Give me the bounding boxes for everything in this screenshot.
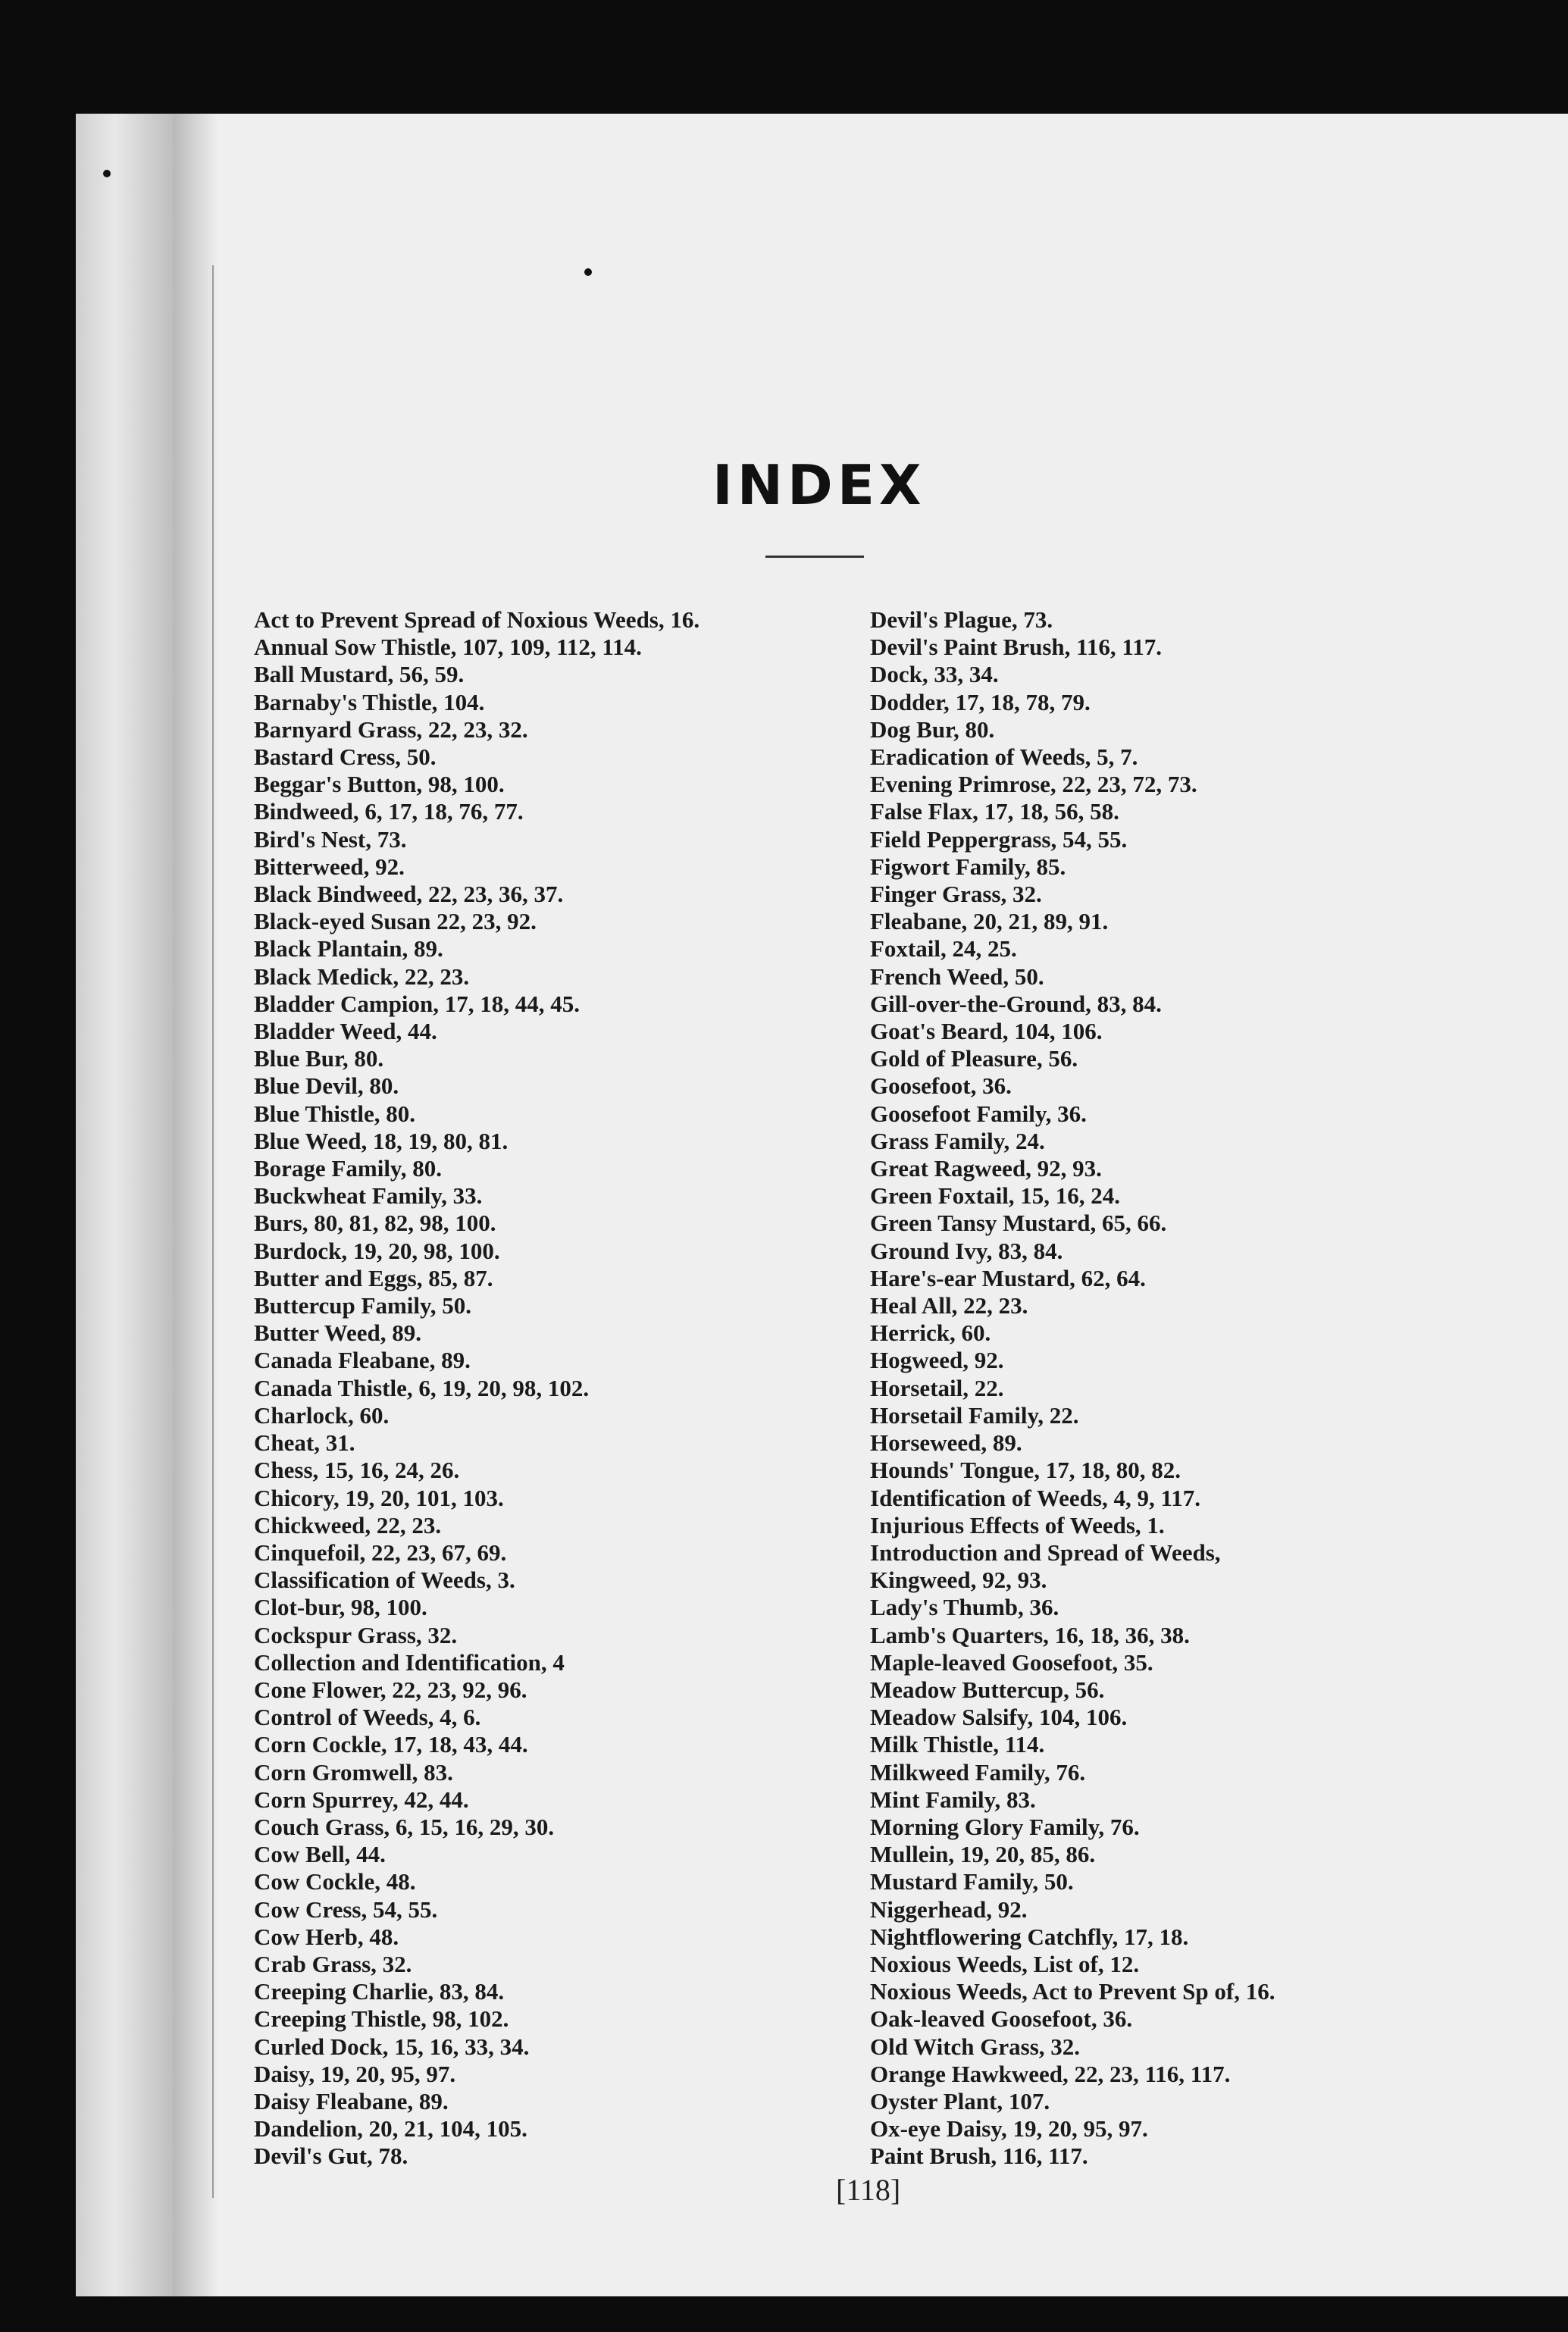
index-entry: Blue Thistle, 80. <box>254 1100 416 1127</box>
index-entry: Cow Cress, 54, 55. <box>254 1895 438 1923</box>
index-entry: Control of Weeds, 4, 6. <box>254 1704 481 1731</box>
index-column-right <box>870 606 1401 2171</box>
index-entry: Beggar's Button, 98, 100. <box>254 771 505 798</box>
index-entry: Charlock, 60. <box>254 1401 390 1429</box>
index-entry: Morning Glory Family, 76. <box>870 1813 1140 1840</box>
index-entry: Green Tansy Mustard, 65, 66. <box>870 1210 1167 1237</box>
index-entry: Ground Ivy, 83, 84. <box>870 1237 1063 1264</box>
index-entry: Annual Sow Thistle, 107, 109, 112, 114. <box>254 634 642 661</box>
index-entry: Ox-eye Daisy, 19, 20, 95, 97. <box>870 2115 1148 2143</box>
index-entry: Canada Thistle, 6, 19, 20, 98, 102. <box>254 1374 590 1401</box>
index-entry: Butter Weed, 89. <box>254 1319 422 1347</box>
index-entry: Mullein, 19, 20, 85, 86. <box>870 1841 1096 1868</box>
index-entry: Horsetail Family, 22. <box>870 1401 1079 1429</box>
index-entry: Heal All, 22, 23. <box>870 1292 1028 1319</box>
index-entry: Goosefoot Family, 36. <box>870 1100 1087 1127</box>
index-entry: Collection and Identification, 4 <box>254 1648 565 1676</box>
index-entry: Milk Thistle, 114. <box>870 1731 1045 1758</box>
index-entry: Cow Herb, 48. <box>254 1923 399 1950</box>
index-entry: Herrick, 60. <box>870 1319 991 1347</box>
index-entry: Kingweed, 92, 93. <box>870 1567 1047 1594</box>
index-entry: Noxious Weeds, List of, 12. <box>870 1950 1140 1977</box>
index-entry: Devil's Paint Brush, 116, 117. <box>870 634 1162 661</box>
index-entry: Daisy Fleabane, 89. <box>254 2087 449 2114</box>
index-entry: Dock, 33, 34. <box>870 661 999 688</box>
index-entry: Devil's Gut, 78. <box>254 2143 408 2170</box>
index-entry: Introduction and Spread of Weeds, <box>870 1538 1221 1566</box>
index-entry: Burs, 80, 81, 82, 98, 100. <box>254 1210 496 1237</box>
page-number: [118] <box>836 2173 901 2207</box>
index-entry: Creeping Charlie, 83, 84. <box>254 1978 505 2005</box>
index-entry: Classification of Weeds, 3. <box>254 1567 515 1594</box>
index-entry: Bladder Weed, 44. <box>254 1018 437 1045</box>
index-entry: Grass Family, 24. <box>870 1127 1045 1154</box>
index-entry: Great Ragweed, 92, 93. <box>870 1155 1102 1182</box>
index-entry: Finger Grass, 32. <box>870 881 1042 908</box>
index-entry: Black-eyed Susan 22, 23, 92. <box>254 908 537 935</box>
index-entry: Figwort Family, 85. <box>870 853 1066 880</box>
index-entry: Lamb's Quarters, 16, 18, 36, 38. <box>870 1621 1190 1648</box>
index-entry: False Flax, 17, 18, 56, 58. <box>870 798 1119 825</box>
index-entry: Cone Flower, 22, 23, 92, 96. <box>254 1676 527 1703</box>
index-entry: Corn Gromwell, 83. <box>254 1758 453 1786</box>
index-entry: Black Medick, 22, 23. <box>254 963 470 990</box>
index-entry: Gill-over-the-Ground, 83, 84. <box>870 990 1162 1017</box>
index-entry: Act to Prevent Spread of Noxious Weeds, 16. <box>254 606 700 633</box>
index-entry: Bladder Campion, 17, 18, 44, 45. <box>254 990 581 1017</box>
index-entry: Cockspur Grass, 32. <box>254 1621 458 1648</box>
index-entry: Black Bindweed, 22, 23, 36, 37. <box>254 881 564 908</box>
index-entry: Lady's Thumb, 36. <box>870 1594 1059 1621</box>
index-entry: Oyster Plant, 107. <box>870 2087 1050 2114</box>
index-entry: Meadow Buttercup, 56. <box>870 1676 1105 1703</box>
index-entry: Barnyard Grass, 22, 23, 32. <box>254 715 528 743</box>
index-entry: Horsetail, 22. <box>870 1374 1004 1401</box>
gutter-line <box>212 265 214 2198</box>
index-entry: Hare's-ear Mustard, 62, 64. <box>870 1264 1146 1291</box>
index-entry: Goosefoot, 36. <box>870 1072 1012 1100</box>
index-entry: Evening Primrose, 22, 23, 72, 73. <box>870 771 1197 798</box>
index-entry: Barnaby's Thistle, 104. <box>254 688 485 715</box>
index-entry: French Weed, 50. <box>870 963 1044 990</box>
index-entry: Corn Spurrey, 42, 44. <box>254 1786 469 1813</box>
index-entry: Gold of Pleasure, 56. <box>870 1045 1078 1072</box>
index-entry: Blue Bur, 80. <box>254 1045 384 1072</box>
index-entry: Meadow Salsify, 104, 106. <box>870 1704 1128 1731</box>
index-entry: Niggerhead, 92. <box>870 1895 1028 1923</box>
index-entry: Cinquefoil, 22, 23, 67, 69. <box>254 1538 507 1566</box>
index-entry: Creeping Thistle, 98, 102. <box>254 2005 509 2033</box>
index-entry: Old Witch Grass, 32. <box>870 2033 1081 2060</box>
index-entry: Chickweed, 22, 23. <box>254 1511 442 1538</box>
index-entry: Couch Grass, 6, 15, 16, 29, 30. <box>254 1813 555 1840</box>
index-entry: Paint Brush, 116, 117. <box>870 2143 1088 2170</box>
speck <box>584 268 592 276</box>
index-entry: Field Peppergrass, 54, 55. <box>870 825 1128 853</box>
index-entry: Hounds' Tongue, 17, 18, 80, 82. <box>870 1457 1181 1484</box>
index-entry: Chicory, 19, 20, 101, 103. <box>254 1484 504 1511</box>
index-entry: Bindweed, 6, 17, 18, 76, 77. <box>254 798 524 825</box>
index-entry: Canada Fleabane, 89. <box>254 1347 471 1374</box>
index-entry: Eradication of Weeds, 5, 7. <box>870 743 1138 771</box>
index-entry: Blue Devil, 80. <box>254 1072 399 1100</box>
index-entry: Nightflowering Catchfly, 17, 18. <box>870 1923 1189 1950</box>
index-entry: Oak-leaved Goosefoot, 36. <box>870 2005 1133 2033</box>
index-entry: Mint Family, 83. <box>870 1786 1036 1813</box>
index-entry: Bastard Cress, 50. <box>254 743 437 771</box>
index-entry: Noxious Weeds, Act to Prevent Sp of, 16. <box>870 1978 1275 2005</box>
index-entry: Hogweed, 92. <box>870 1347 1004 1374</box>
page-shadow <box>173 114 218 2296</box>
index-entry: Milkweed Family, 76. <box>870 1758 1086 1786</box>
index-entry: Blue Weed, 18, 19, 80, 81. <box>254 1127 509 1154</box>
index-entry: Chess, 15, 16, 24, 26. <box>254 1457 460 1484</box>
index-entry: Bird's Nest, 73. <box>254 825 407 853</box>
index-entry: Borage Family, 80. <box>254 1155 442 1182</box>
title-rule <box>765 556 864 558</box>
index-entry: Goat's Beard, 104, 106. <box>870 1018 1103 1045</box>
index-entry: Cow Bell, 44. <box>254 1841 386 1868</box>
index-entry: Bitterweed, 92. <box>254 853 405 880</box>
index-entry: Burdock, 19, 20, 98, 100. <box>254 1237 500 1264</box>
index-entry: Butter and Eggs, 85, 87. <box>254 1264 493 1291</box>
index-entry: Injurious Effects of Weeds, 1. <box>870 1511 1165 1538</box>
page-title: INDEX <box>712 453 926 517</box>
index-entry: Crab Grass, 32. <box>254 1950 412 1977</box>
speck <box>103 170 111 177</box>
index-entry: Cheat, 31. <box>254 1429 355 1457</box>
index-entry: Horseweed, 89. <box>870 1429 1022 1457</box>
index-entry: Daisy, 19, 20, 95, 97. <box>254 2060 456 2087</box>
index-entry: Dandelion, 20, 21, 104, 105. <box>254 2115 527 2143</box>
index-entry: Black Plantain, 89. <box>254 935 443 963</box>
index-entry: Orange Hawkweed, 22, 23, 116, 117. <box>870 2060 1231 2087</box>
index-entry: Corn Cockle, 17, 18, 43, 44. <box>254 1731 528 1758</box>
index-entry: Curled Dock, 15, 16, 33, 34. <box>254 2033 530 2060</box>
index-entry: Mustard Family, 50. <box>870 1868 1074 1895</box>
index-entry: Identification of Weeds, 4, 9, 117. <box>870 1484 1201 1511</box>
index-entry: Ball Mustard, 56, 59. <box>254 661 465 688</box>
page-left-edge <box>76 114 174 2296</box>
index-entry: Dog Bur, 80. <box>870 715 995 743</box>
index-entry: Clot-bur, 98, 100. <box>254 1594 427 1621</box>
index-entry: Buttercup Family, 50. <box>254 1292 472 1319</box>
index-entry: Dodder, 17, 18, 78, 79. <box>870 688 1091 715</box>
index-entry: Devil's Plague, 73. <box>870 606 1053 633</box>
index-entry: Foxtail, 24, 25. <box>870 935 1017 963</box>
index-entry: Buckwheat Family, 33. <box>254 1182 483 1210</box>
index-column-left <box>254 606 936 2171</box>
index-entry: Green Foxtail, 15, 16, 24. <box>870 1182 1121 1210</box>
index-entry: Fleabane, 20, 21, 89, 91. <box>870 908 1109 935</box>
index-entry: Cow Cockle, 48. <box>254 1868 416 1895</box>
index-entry: Maple-leaved Goosefoot, 35. <box>870 1648 1153 1676</box>
